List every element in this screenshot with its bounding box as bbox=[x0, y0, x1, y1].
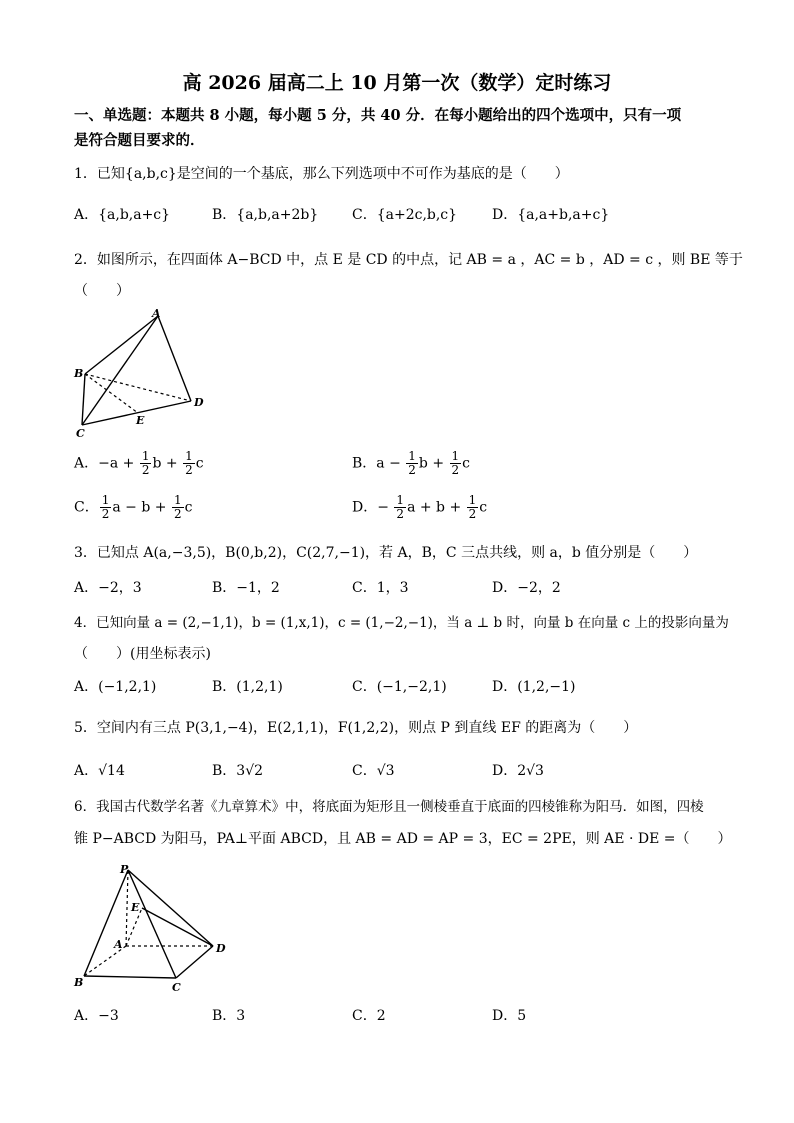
q4-option-c: C．(−1,−2,1) bbox=[352, 679, 447, 695]
question-6-stem-line2: 锥 P−ABCD 为阳马，PA⊥平面 ABCD，且 AB = AD = AP = 3，EC = 2PE，则 AE · DE =（ ） bbox=[74, 831, 732, 847]
fig2-label-a: A bbox=[152, 307, 161, 320]
q3-option-a: A．−2，3 bbox=[74, 580, 142, 596]
q4-option-b: B．(1,2,1) bbox=[212, 679, 283, 695]
fig6-label-b: B bbox=[74, 976, 84, 989]
question-4-stem: 4．已知向量 a = (2,−1,1)，b = (1,x,1)，c = (1,−2,−1)，当 a ⊥ b 时，向量 b 在向量 c 上的投影向量为 bbox=[74, 615, 729, 631]
q2-option-b: B．a − $\frac{1}{2}$ b + $\frac{1}{2}$ c bbox=[352, 449, 470, 477]
q1-option-d: D．{a,a+b,a+c} bbox=[492, 207, 610, 223]
fig2-label-e: E bbox=[136, 414, 145, 427]
fig2-label-b: B bbox=[74, 367, 84, 380]
q5-option-d: D．2√3 bbox=[492, 763, 544, 779]
q1-option-a: A．{a,b,a+c} bbox=[74, 207, 171, 223]
q2-option-d: D．− $\frac{1}{2}$ a + b + $\frac{1}{2}$ c bbox=[352, 493, 488, 521]
fig6-label-a: A bbox=[114, 938, 123, 951]
fig6-label-e: E bbox=[131, 901, 140, 914]
q4-option-a: A．(−1,2,1) bbox=[74, 679, 157, 695]
q6-option-c: C．2 bbox=[352, 1008, 386, 1024]
question-6-stem-line1: 6．我国古代数学名著《九章算术》中，将底面为矩形且一侧棱垂直于底面的四棱锥称为阳马．如图，四棱 bbox=[74, 799, 704, 815]
q4-option-d: D．(1,2,−1) bbox=[492, 679, 576, 695]
question-2-stem: 2．如图所示，在四面体 A−BCD 中，点 E 是 CD 的中点，记 AB = a ，AC = b ，AD = c ，则 BE 等于 bbox=[74, 252, 743, 268]
q6-option-d: D．5 bbox=[492, 1008, 527, 1024]
q2-option-a: A．−a + $\frac{1}{2}$ b + $\frac{1}{2}$ c bbox=[74, 449, 204, 477]
fig2-label-d: D bbox=[194, 396, 204, 409]
q1-option-b: B．{a,b,a+2b} bbox=[212, 207, 319, 223]
q6-option-a: A．−3 bbox=[74, 1008, 119, 1024]
pyramid-figure bbox=[68, 858, 238, 998]
q3-option-d: D．−2，2 bbox=[492, 580, 561, 596]
q5-option-c: C．√3 bbox=[352, 763, 395, 779]
fig2-label-c: C bbox=[76, 427, 85, 440]
fig6-label-p: P bbox=[120, 863, 129, 876]
q5-option-a: A．√14 bbox=[74, 763, 125, 779]
page-title: 高 2026 届高二上 10 月第一次（数学）定时练习 bbox=[182, 72, 612, 94]
q3-option-b: B．−1，2 bbox=[212, 580, 280, 596]
question-5-stem: 5．空间内有三点 P(3,1,−4)，E(2,1,1)，F(1,2,2)，则点 P 到直线 EF 的距离为（ ） bbox=[74, 720, 638, 736]
question-1-stem: 1．已知{a,b,c}是空间的一个基底，那么下列选项中不可作为基底的是（ ） bbox=[74, 166, 569, 182]
q2-option-c: C． $\frac{1}{2}$ a − b + $\frac{1}{2}$ c bbox=[74, 493, 193, 521]
section-heading-line2: 是符合题目要求的． bbox=[74, 132, 205, 149]
section-heading-line1: 一、单选题：本题共 8 小题，每小题 5 分，共 40 分．在每小题给出的四个选项中，只有一项 bbox=[74, 107, 682, 124]
q5-option-b: B．3√2 bbox=[212, 763, 264, 779]
tetrahedron-figure bbox=[70, 305, 220, 440]
q6-option-b: B．3 bbox=[212, 1008, 246, 1024]
question-2-stem-paren: （ ） bbox=[74, 283, 130, 299]
q3-option-c: C．1，3 bbox=[352, 580, 409, 596]
question-4-stem-paren: （ ）(用坐标表示) bbox=[74, 646, 211, 662]
q1-option-c: C．{a+2c,b,c} bbox=[352, 207, 458, 223]
fig6-label-c: C bbox=[172, 981, 181, 994]
fig6-label-d: D bbox=[216, 942, 226, 955]
question-3-stem: 3．已知点 A(a,−3,5)，B(0,b,2)，C(2,7,−1)，若 A，B，C 三点共线，则 a，b 值分别是（ ） bbox=[74, 545, 698, 561]
